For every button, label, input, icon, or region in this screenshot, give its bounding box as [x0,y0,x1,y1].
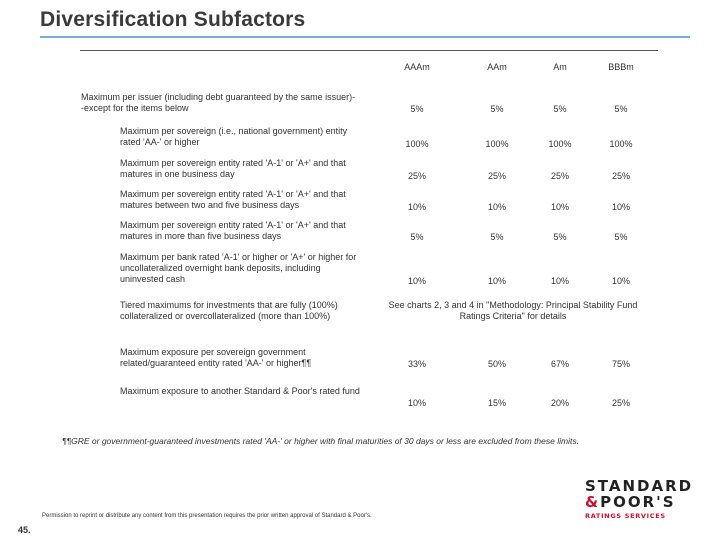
cell-value: 25% [487,171,506,181]
page-number: 45. [18,525,31,535]
cell-value: 5% [410,104,424,114]
sp-logo [585,478,703,520]
row-label: Maximum per sovereign entity rated 'A-1' or 'A+' and that matures in more than five business days [120,220,346,241]
cell-value: 50% [487,359,506,369]
column-header-am: Am [553,62,567,72]
cell-value: 5% [553,232,567,242]
row-label: Tiered maximums for investments that are fully (100%) collateralized or overcollateralized (more than 100%) [120,300,338,321]
cell-value: 20% [550,398,569,408]
cell-value: 5% [490,232,504,242]
page-title: Diversification Subfactors [40,8,306,31]
cell-value: 10% [611,202,630,212]
logo-ratings-services: RATINGS SERVICES [585,512,666,520]
cell-value: 15% [487,398,506,408]
row-label: Maximum per sovereign (i.e., national government) entity rated 'AA-' or higher [120,126,348,147]
row-label: Maximum per sovereign entity rated 'A-1' or 'A+' and that matures between two and five business days [120,189,346,210]
cell-value: 10% [487,202,506,212]
title-divider [40,36,690,38]
cell-value: 100% [548,139,572,149]
cell-value: 25% [611,171,630,181]
cell-value: 5% [410,232,424,242]
row-label: Maximum per bank rated 'A-1' or higher or 'A+' or higher for uncollateralized overnight bank deposits, including uninvested cash [120,252,357,284]
logo-poors: POOR'S [600,493,676,511]
merged-cell-note: See charts 2, 3 and 4 in "Methodology: Principal Stability Fund Ratings Criteria" for details [388,300,638,321]
row-label: Maximum exposure per sovereign government related/guaranteed entity rated 'AA-' or higher¶¶ [120,347,312,368]
cell-value: 33% [407,359,426,369]
row-label: Maximum per issuer (including debt guaranteed by the same issuer)--except for the items below [81,92,356,113]
cell-value: 10% [407,276,426,286]
cell-value: 5% [614,232,628,242]
cell-value: 5% [614,104,628,114]
footnote: ¶¶GRE or government-guaranteed investments rated 'AA-' or higher with final maturities of 30 days or less are excluded from these limits. [62,436,579,446]
table-top-border [80,50,658,51]
cell-value: 10% [550,202,569,212]
logo-line-poors [585,494,703,510]
permission-notice: Permission to reprint or distribute any content from this presentation requires the prior written approval of Standard & Poor's. [42,513,372,519]
cell-value: 5% [490,104,504,114]
cell-value: 10% [487,276,506,286]
column-header-aaam: AAAm [404,62,430,72]
cell-value: 75% [611,359,630,369]
cell-value: 67% [550,359,569,369]
cell-value: 100% [485,139,509,149]
column-header-aam: AAm [487,62,507,72]
column-header-bbbm: BBBm [608,62,634,72]
cell-value: 25% [550,171,569,181]
cell-value: 25% [407,171,426,181]
cell-value: 5% [553,104,567,114]
row-label: Maximum exposure to another Standard & Poor's rated fund [120,386,360,396]
cell-value: 100% [609,139,633,149]
cell-value: 10% [407,202,426,212]
cell-value: 25% [611,398,630,408]
cell-value: 100% [405,139,429,149]
cell-value: 10% [611,276,630,286]
cell-value: 10% [407,398,426,408]
logo-ampersand: & [585,493,601,511]
logo-line-standard: STANDARD [585,477,694,495]
cell-value: 10% [550,276,569,286]
row-label: Maximum per sovereign entity rated 'A-1' or 'A+' and that matures in one business day [120,158,346,179]
